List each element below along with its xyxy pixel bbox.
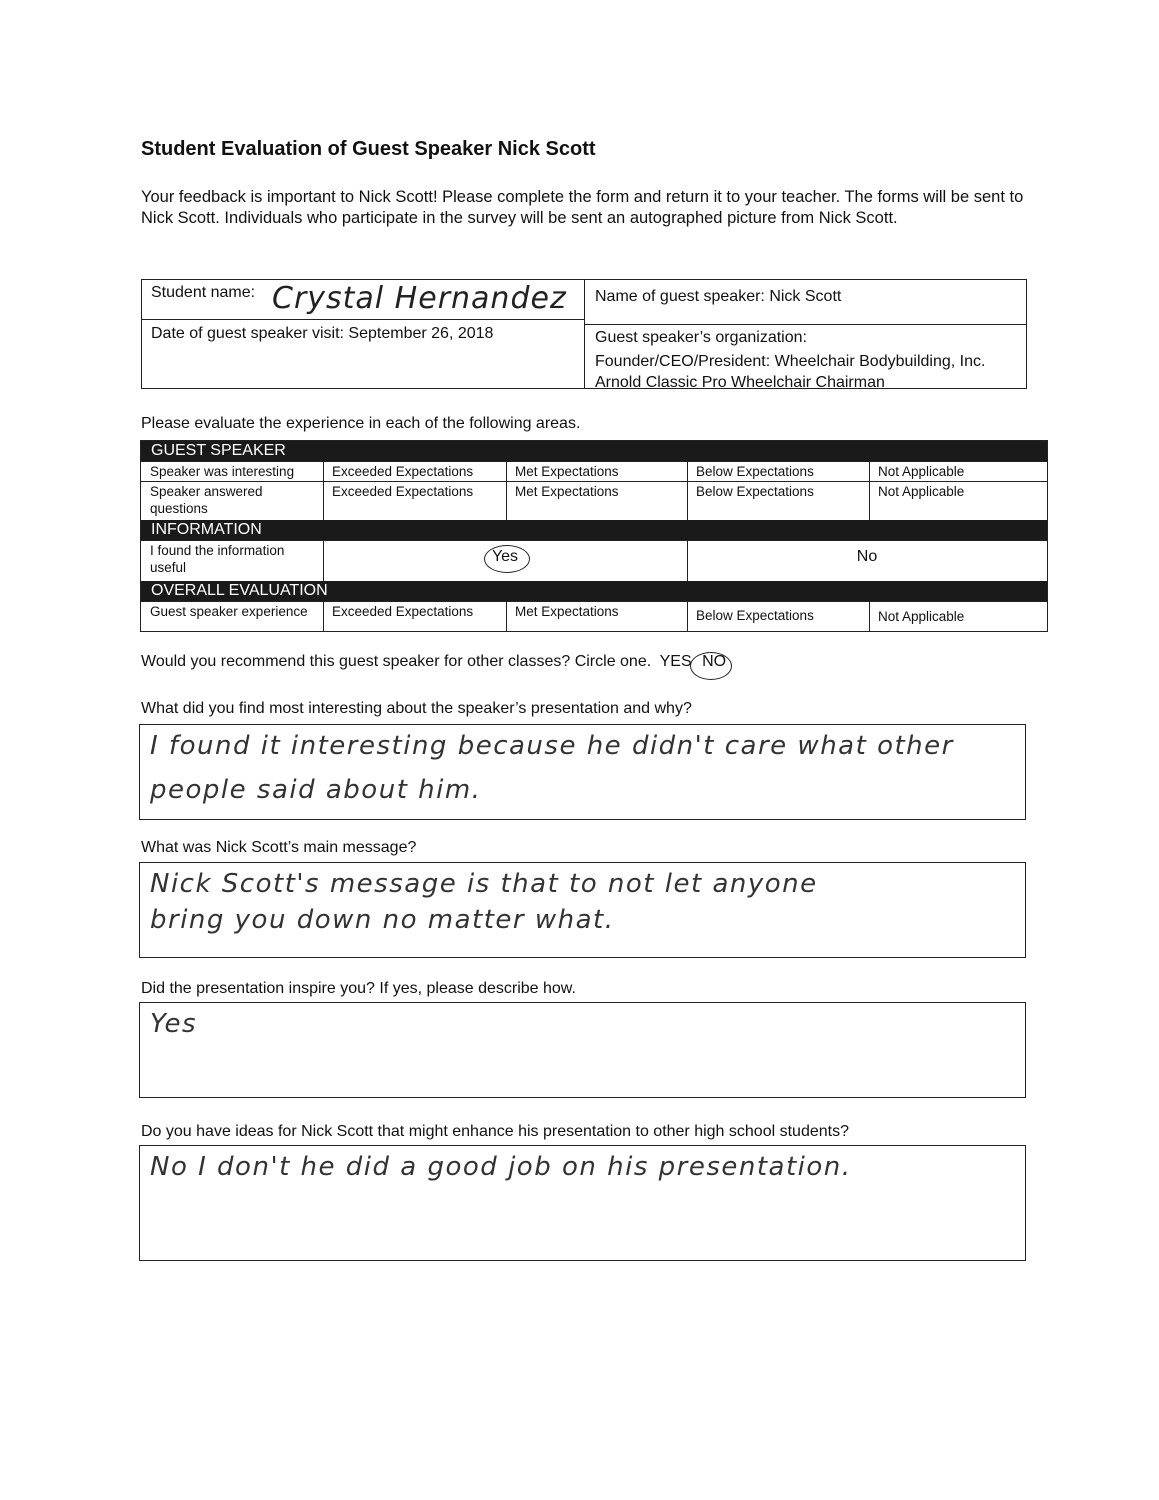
- recommend-selected-circle: [690, 652, 732, 680]
- rating-row-answered: [141, 481, 1047, 520]
- recommend-yes-option[interactable]: YES: [659, 653, 692, 670]
- option-no[interactable]: No: [856, 548, 878, 565]
- answer-line: people said about him.: [150, 775, 482, 805]
- answer-line: bring you down no matter what.: [150, 905, 615, 935]
- option-not-applicable[interactable]: Not Applicable: [878, 484, 965, 499]
- row-label: Guest speaker experience: [150, 604, 308, 619]
- form-instructions: Your feedback is important to Nick Scott! Please complete the form and return it to your teacher. The forms will be sent to Nick Scott. Individuals who participate in the survey will be sent an autographed picture from Nick Scott.: [141, 188, 1024, 227]
- option-met[interactable]: Met Expectations: [515, 604, 619, 619]
- option-below[interactable]: Below Expectations: [696, 464, 814, 479]
- option-exceeded[interactable]: Exceeded Expectations: [332, 604, 474, 619]
- section-guest-speaker: GUEST SPEAKER: [141, 441, 1047, 461]
- answer-box-inspire[interactable]: [139, 1002, 1026, 1098]
- row-label: I found the information useful: [150, 543, 285, 575]
- section-information: INFORMATION: [141, 520, 1047, 540]
- option-met[interactable]: Met Expectations: [515, 464, 619, 479]
- student-name-label: Student name:: [151, 284, 256, 301]
- question-ideas: Do you have ideas for Nick Scott that might enhance his presentation to other high school students?: [141, 1123, 849, 1140]
- rating-row-useful: [141, 540, 1047, 581]
- question-inspire: Did the presentation inspire you? If yes, please describe how.: [141, 980, 576, 997]
- selected-circle-mark: [484, 545, 530, 573]
- recommend-no-option[interactable]: NO: [702, 653, 727, 670]
- student-info-table: [141, 279, 1027, 389]
- option-met[interactable]: Met Expectations: [515, 484, 619, 499]
- answer-box-most-interesting[interactable]: [139, 724, 1026, 820]
- answer-box-ideas[interactable]: [139, 1145, 1026, 1261]
- option-exceeded[interactable]: Exceeded Expectations: [332, 464, 474, 479]
- evaluation-grid: [140, 440, 1048, 632]
- row-label: Speaker was interesting: [150, 464, 295, 479]
- option-exceeded[interactable]: Exceeded Expectations: [332, 484, 474, 499]
- evaluation-instructions: Please evaluate the experience in each of the following areas.: [141, 415, 581, 432]
- answer-line: No I don't he did a good job on his presentation.: [150, 1152, 852, 1182]
- rating-row-interesting: [141, 461, 1047, 482]
- form-title: Student Evaluation of Guest Speaker Nick Scott: [141, 138, 596, 160]
- student-name-field[interactable]: Crystal Hernandez: [272, 281, 567, 316]
- option-below[interactable]: Below Expectations: [696, 484, 814, 499]
- question-main-message: What was Nick Scott’s main message?: [141, 839, 417, 856]
- rating-row-experience: [141, 601, 1047, 632]
- answer-line: Yes: [150, 1009, 198, 1039]
- option-not-applicable[interactable]: Not Applicable: [878, 609, 965, 624]
- option-yes[interactable]: Yes: [491, 548, 519, 565]
- organization-line-1: Founder/CEO/President: Wheelchair Bodybuilding, Inc.: [595, 353, 986, 370]
- option-not-applicable[interactable]: Not Applicable: [878, 464, 965, 479]
- question-most-interesting: What did you find most interesting about the speaker’s presentation and why?: [141, 700, 692, 717]
- organization-label: Guest speaker’s organization:: [595, 329, 807, 346]
- row-label: Speaker answered questions: [150, 484, 263, 516]
- answer-box-main-message[interactable]: [139, 862, 1026, 958]
- section-overall: OVERALL EVALUATION: [141, 581, 1047, 601]
- speaker-name-label: Name of guest speaker: Nick Scott: [595, 288, 842, 305]
- option-below[interactable]: Below Expectations: [696, 608, 814, 623]
- answer-line: I found it interesting because he didn't care what other: [150, 731, 954, 761]
- answer-line: Nick Scott's message is that to not let anyone: [150, 869, 818, 899]
- recommend-question: Would you recommend this guest speaker for other classes? Circle one. YES NO: [141, 653, 727, 670]
- organization-line-2: Arnold Classic Pro Wheelchair Chairman: [595, 374, 885, 391]
- visit-date-label: Date of guest speaker visit: September 26, 2018: [151, 325, 494, 342]
